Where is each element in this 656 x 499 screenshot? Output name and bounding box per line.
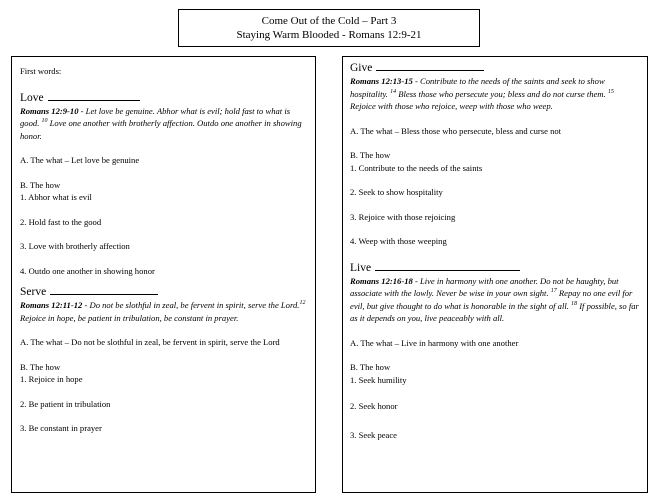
give-how-label: B. The how xyxy=(350,150,391,160)
verse-num: 15 xyxy=(607,88,614,95)
serve-how-label: B. The how xyxy=(20,361,61,372)
live-how-item: 3. Seek peace xyxy=(350,429,398,440)
love-heading xyxy=(20,91,309,105)
give-ref-text-c: Rejoice with those who rejoice, weep with those who weep. xyxy=(350,101,553,111)
verse-num: 10 xyxy=(41,118,48,125)
love-ref: Romans 12:9-10 xyxy=(20,105,79,116)
love-what: A. The what – Let love be genuine xyxy=(20,155,140,165)
serve-heading xyxy=(20,285,309,299)
give-ref-text-a: - Contribute to the needs of the saints and seek to show hospitality. xyxy=(350,76,605,99)
verse-num: 17 xyxy=(550,288,557,295)
live-scripture xyxy=(350,275,641,325)
verse-num: 18 xyxy=(571,300,578,307)
right-panel xyxy=(342,56,648,493)
title-box xyxy=(178,9,480,47)
serve-how-item: 3. Be constant in prayer xyxy=(20,423,102,433)
live-heading-text: Live xyxy=(350,261,372,274)
give-how-item: 2. Seek to show hospitality xyxy=(350,187,443,197)
give-how-item: 4. Weep with those weeping xyxy=(350,236,447,246)
left-panel xyxy=(11,56,316,493)
live-how-item: 2. Seek honor xyxy=(350,401,398,411)
live-blank-line xyxy=(375,261,520,271)
give-blank-line xyxy=(376,61,484,71)
give-ref-text-b: Bless those who persecute you; bless and do not curse them. xyxy=(396,88,608,99)
love-how-item: 4. Outdo one another in showing honor xyxy=(20,265,155,276)
give-what: A. The what – Bless those who persecute, bless and curse not xyxy=(350,125,562,136)
serve-blank-line xyxy=(50,285,158,295)
live-heading xyxy=(350,261,641,275)
give-ref: Romans 12:13-15 xyxy=(350,76,413,86)
love-ref-text-b: Love one another with brotherly affection. Outdo one another in showing honor. xyxy=(20,118,302,141)
love-how-item: 3. Love with brotherly affection xyxy=(20,241,130,251)
serve-heading-text: Serve xyxy=(20,286,47,298)
title-line-2: Staying Warm Blooded - Romans 12:9-21 xyxy=(236,29,422,41)
title-line-1: Come Out of the Cold – Part 3 xyxy=(261,15,397,27)
give-how-item: 3. Rejoice with those rejoicing xyxy=(350,211,456,222)
verse-num: 12 xyxy=(299,300,306,307)
serve-how-item: 2. Be patient in tribulation xyxy=(20,398,111,409)
verse-num: 14 xyxy=(390,88,397,95)
love-how-item: 2. Hold fast to the good xyxy=(20,216,102,227)
live-ref-text-c: If possible, so far as it depends on you, live peaceably with all. xyxy=(350,300,639,323)
love-ref-text-a: - Let love be genuine. Abhor what is evil; hold fast to what is good. xyxy=(20,105,291,128)
love-how-item: 1. Abhor what is evil xyxy=(20,192,92,202)
live-how-label: B. The how xyxy=(350,362,391,372)
give-scripture xyxy=(350,75,641,113)
live-ref: Romans 12:16-18 xyxy=(350,275,413,286)
live-ref-text-b: Repay no one evil for evil, but give thought to do what is honorable in the sight of all. xyxy=(350,288,633,311)
live-what: A. The what – Live in harmony with one another xyxy=(350,337,519,348)
give-how-item: 1. Contribute to the needs of the saints xyxy=(350,162,483,173)
love-blank-line xyxy=(48,91,140,101)
serve-ref: Romans 12:11-12 xyxy=(20,300,83,310)
serve-what: A. The what – Do not be slothful in zeal, be fervent in spirit, serve the Lord xyxy=(20,337,280,347)
serve-how-item: 1. Rejoice in hope xyxy=(20,374,83,384)
give-heading-text: Give xyxy=(350,62,373,74)
love-scripture xyxy=(20,105,309,143)
first-words-label: First words: xyxy=(20,66,62,76)
live-how-item: 1. Seek humility xyxy=(350,374,407,385)
serve-ref-text-b: Rejoice in hope, be patient in tribulation, be constant in prayer. xyxy=(20,312,239,323)
serve-ref-text-a: - Do not be slothful in zeal, be fervent in spirit, serve the Lord. xyxy=(82,300,300,310)
serve-scripture xyxy=(20,299,309,324)
love-how-label: B. The how xyxy=(20,179,61,190)
give-heading xyxy=(350,61,641,75)
love-heading-text: Love xyxy=(20,91,44,104)
live-ref-text-a: - Live in harmony with one another. Do not be haughty, but associate with the lowly. Never be wise in your own sight. xyxy=(350,275,619,298)
